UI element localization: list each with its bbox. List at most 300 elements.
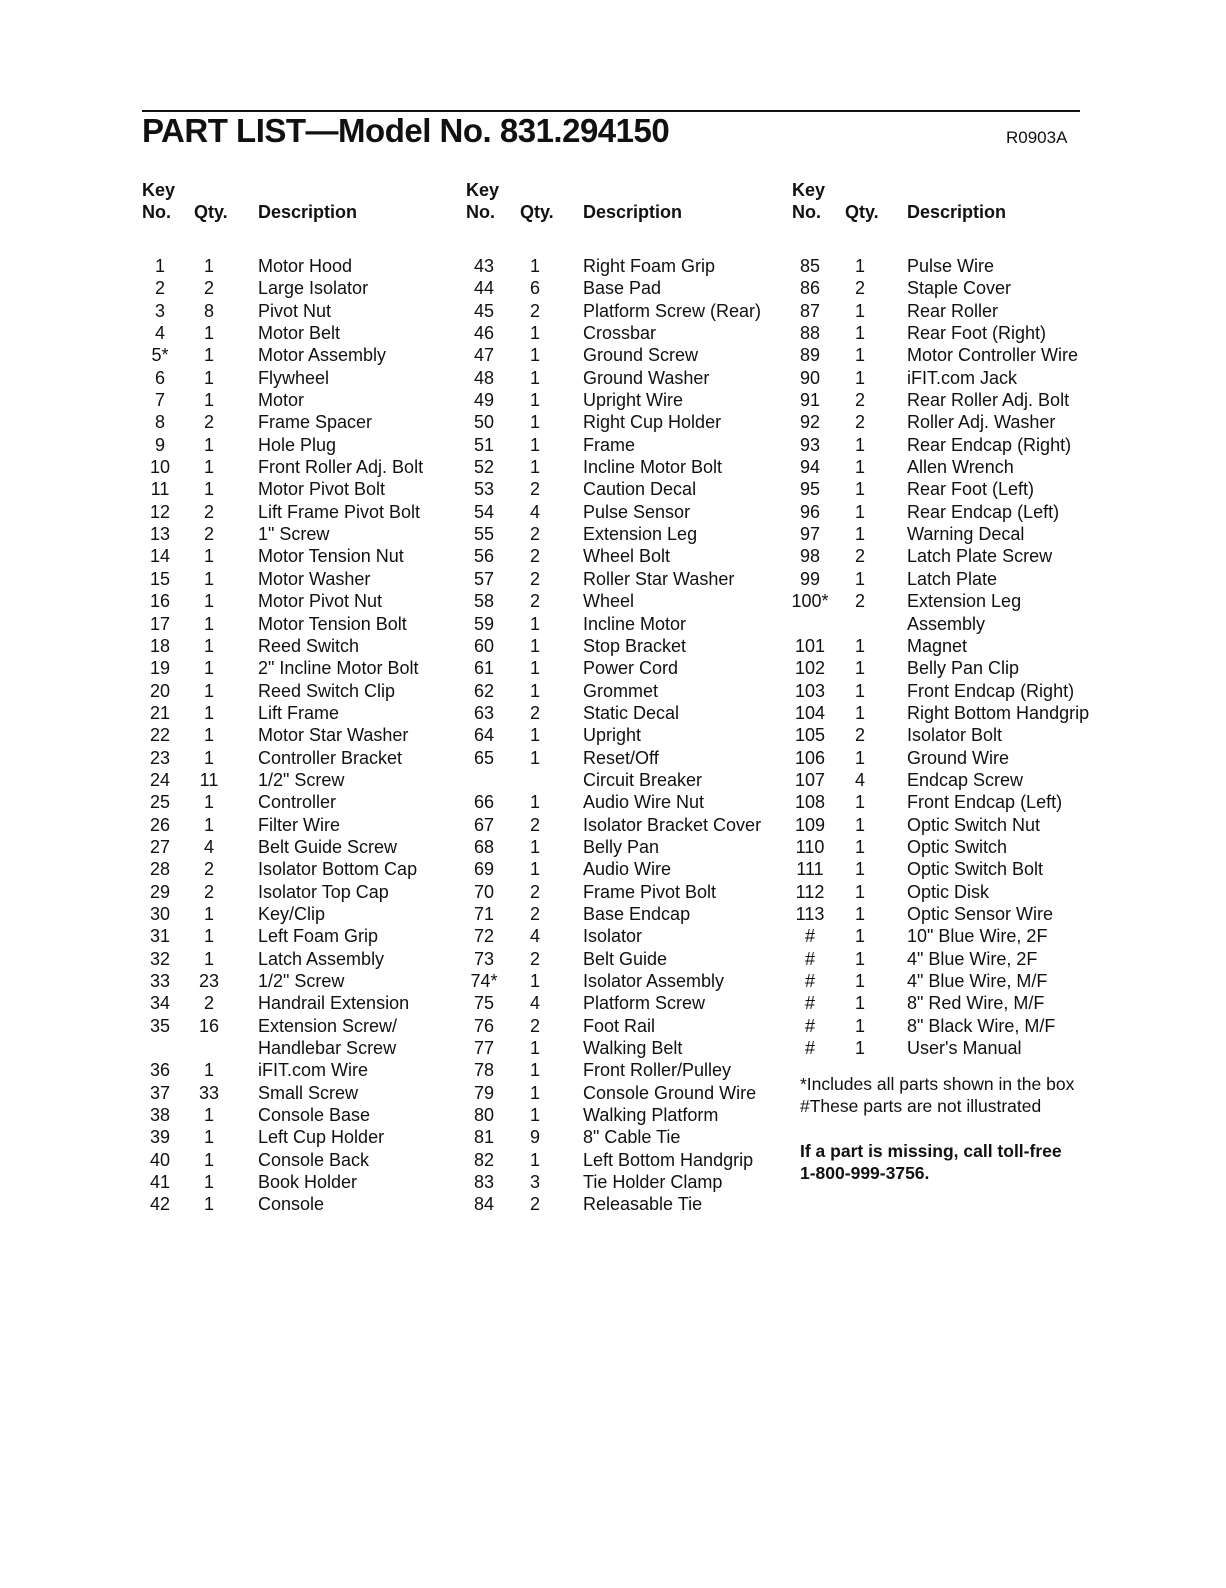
part-description: Console (258, 1194, 325, 1215)
part-key-no: 51 (473, 434, 495, 455)
part-key-no: 29 (149, 881, 171, 902)
part-qty: 6 (529, 278, 540, 299)
part-qty: 1 (203, 323, 214, 344)
part-key-no: 92 (799, 412, 821, 433)
part-key-no: 32 (149, 948, 171, 969)
part-qty: 1 (203, 635, 214, 656)
part-qty: 1 (203, 1127, 214, 1148)
part-qty: 1 (529, 412, 540, 433)
header-no: No. (792, 202, 821, 222)
part-qty: 4 (529, 993, 540, 1014)
part-description: Small Screw (258, 1082, 359, 1103)
part-description: Reed Switch (258, 635, 360, 656)
part-key-no: 11 (150, 479, 170, 500)
part-description: 1" Screw (258, 524, 330, 545)
part-qty: 1 (203, 1105, 214, 1126)
page-title: PART LIST—Model No. 831.294150 (142, 112, 670, 149)
part-key-no: 27 (149, 836, 171, 857)
part-description: 2" Incline Motor Bolt (258, 658, 419, 679)
part-key-no: 73 (473, 948, 495, 969)
part-key-no: # (804, 1015, 815, 1036)
part-qty: 2 (203, 524, 214, 545)
part-qty: 1 (854, 457, 865, 478)
part-description: User's Manual (907, 1038, 1022, 1059)
part-key-no: 1 (154, 256, 165, 276)
part-key-no: 9 (154, 434, 165, 455)
part-key-no: 58 (473, 591, 495, 612)
part-key-no: 23 (149, 747, 171, 768)
part-description: Left Foam Grip (258, 926, 379, 947)
part-key-no: 66 (473, 792, 495, 813)
part-description: Rear Endcap (Left) (907, 501, 1060, 522)
part-key-no: 72 (473, 926, 495, 947)
part-key-no: # (804, 993, 815, 1014)
part-key-no: 99 (799, 568, 821, 589)
part-qty: 2 (529, 702, 540, 723)
part-qty: 2 (529, 814, 540, 835)
note-missing-line1: If a part is missing, call toll-free (800, 1140, 1062, 1161)
part-qty: 1 (854, 345, 865, 366)
part-description: 8" Black Wire, M/F (907, 1015, 1056, 1036)
part-description: Reset/Off (583, 747, 659, 768)
part-description: Ground Wire (907, 747, 1010, 768)
part-key-no: 49 (473, 390, 495, 411)
part-qty: 11 (199, 769, 219, 790)
part-qty: 2 (203, 501, 214, 522)
part-qty: 8 (203, 300, 214, 321)
part-key-no: 12 (149, 501, 171, 522)
part-key-no: 59 (473, 613, 495, 634)
part-description: Platform Screw (Rear) (583, 300, 762, 321)
part-qty: 1 (529, 658, 540, 679)
part-qty: 1 (529, 390, 540, 411)
part-qty: 1 (854, 524, 865, 545)
part-description: Front Endcap (Left) (907, 792, 1063, 813)
part-qty: 3 (529, 1172, 540, 1193)
part-description: Pulse Wire (907, 256, 995, 276)
part-description: Key/Clip (258, 903, 326, 924)
part-qty: 1 (854, 256, 865, 276)
part-qty: 1 (203, 591, 214, 612)
part-qty: 4 (203, 836, 214, 857)
part-qty: 1 (529, 345, 540, 366)
part-qty: 1 (529, 680, 540, 701)
header-qty: Qty. (520, 202, 554, 222)
part-qty: 1 (529, 457, 540, 478)
part-description: Wheel Bolt (583, 546, 671, 567)
part-qty: 1 (529, 1105, 540, 1126)
part-description: 8" Cable Tie (583, 1127, 681, 1148)
part-key-no: 40 (149, 1149, 171, 1170)
part-description: Foot Rail (583, 1015, 656, 1036)
part-key-no: 34 (149, 993, 171, 1014)
part-key-no: 21 (149, 702, 171, 723)
part-key-no: 48 (473, 367, 495, 388)
part-description: Caution Decal (583, 479, 697, 500)
part-key-no: 22 (149, 725, 171, 746)
part-qty: 2 (529, 524, 540, 545)
header-description: Description (907, 202, 1007, 222)
part-key-no: 45 (473, 300, 495, 321)
part-key-no: # (804, 971, 815, 991)
part-qty: 1 (203, 479, 214, 500)
part-qty: 1 (854, 836, 865, 857)
part-qty: 1 (203, 367, 214, 388)
part-qty: 1 (203, 1172, 214, 1193)
part-key-no: 30 (149, 903, 171, 924)
part-description: Isolator Assembly (583, 971, 725, 991)
part-key-no: 95 (799, 479, 821, 500)
part-qty: 1 (203, 1060, 214, 1081)
part-key-no: 64 (473, 725, 495, 746)
part-description: Isolator Top Cap (258, 881, 389, 902)
part-description: Motor Tension Bolt (258, 613, 407, 634)
part-qty: 1 (854, 926, 865, 947)
part-qty: 2 (203, 859, 214, 880)
part-key-no: 39 (149, 1127, 171, 1148)
part-description: Upright Wire (583, 390, 684, 411)
part-description: Frame (583, 434, 636, 455)
part-description: Circuit Breaker (583, 769, 703, 790)
part-key-no: 17 (149, 613, 171, 634)
part-description: Book Holder (258, 1172, 358, 1193)
part-key-no: 104 (794, 702, 826, 723)
part-description: 4" Blue Wire, M/F (907, 971, 1048, 991)
part-key-no: 101 (794, 635, 826, 656)
part-key-no: 2 (154, 278, 165, 299)
part-qty: 1 (203, 792, 214, 813)
part-description: Controller (258, 792, 337, 813)
part-qty: 1 (203, 457, 214, 478)
part-qty: 2 (854, 390, 865, 411)
part-qty: 1 (203, 568, 214, 589)
part-description: Ground Screw (583, 345, 699, 366)
part-description: Isolator (583, 926, 643, 947)
part-qty: 1 (203, 725, 214, 746)
part-description: Incline Motor Bolt (583, 457, 723, 478)
part-qty: 2 (529, 1015, 540, 1036)
part-qty: 1 (854, 993, 865, 1014)
part-description: Flywheel (258, 367, 330, 388)
part-qty: 1 (203, 702, 214, 723)
part-qty: 1 (854, 859, 865, 880)
part-key-no: 76 (473, 1015, 495, 1036)
part-description: Pivot Nut (258, 300, 332, 321)
part-description: Power Cord (583, 658, 679, 679)
part-description: Lift Frame Pivot Bolt (258, 501, 421, 522)
part-qty: 1 (529, 836, 540, 857)
part-description: Upright (583, 725, 642, 746)
part-description: Releasable Tie (583, 1194, 703, 1215)
part-qty: 1 (529, 1060, 540, 1081)
part-qty: 1 (854, 1015, 865, 1036)
part-description: Optic Switch Nut (907, 814, 1041, 835)
part-key-no: 37 (149, 1082, 171, 1103)
part-description: Isolator Bolt (907, 725, 1003, 746)
part-qty: 1 (854, 367, 865, 388)
part-qty: 2 (203, 278, 214, 299)
part-description: Right Foam Grip (583, 256, 716, 276)
part-key-no: 53 (473, 479, 495, 500)
part-qty: 1 (203, 814, 214, 835)
part-qty: 1 (203, 926, 214, 947)
part-key-no: 102 (794, 658, 826, 679)
part-description: Staple Cover (907, 278, 1012, 299)
part-key-no: 16 (149, 591, 171, 612)
part-key-no: # (804, 948, 815, 969)
part-description: Console Back (258, 1149, 370, 1170)
part-qty: 1 (529, 256, 540, 276)
part-key-no: 81 (473, 1127, 495, 1148)
part-qty: 2 (529, 479, 540, 500)
part-qty: 1 (203, 434, 214, 455)
note-not-illustrated: #These parts are not illustrated (800, 1096, 1042, 1117)
part-key-no: 3 (154, 300, 165, 321)
note-phone: 1-800-999-3756. (800, 1162, 930, 1183)
part-key-no: 71 (473, 903, 495, 924)
part-qty: 1 (854, 1038, 865, 1059)
part-qty: 1 (854, 434, 865, 455)
part-description: iFIT.com Wire (258, 1060, 368, 1081)
part-key-no: 67 (473, 814, 495, 835)
part-description: Optic Sensor Wire (907, 903, 1054, 924)
part-key-no: 50 (473, 412, 495, 433)
part-key-no: 78 (473, 1060, 495, 1081)
part-description: Warning Decal (907, 524, 1025, 545)
header-key: Key (792, 180, 826, 200)
part-key-no: 57 (473, 568, 495, 589)
part-key-no: 69 (473, 859, 495, 880)
part-description: Optic Switch Bolt (907, 859, 1044, 880)
part-description: Roller Adj. Washer (907, 412, 1056, 433)
part-qty: 2 (529, 568, 540, 589)
part-key-no: 109 (794, 814, 826, 835)
part-description: Optic Switch (907, 836, 1008, 857)
part-qty: 1 (854, 501, 865, 522)
part-description: iFIT.com Jack (907, 367, 1018, 388)
part-key-no: 62 (473, 680, 495, 701)
part-description: Lift Frame (258, 702, 340, 723)
part-qty: 1 (203, 345, 214, 366)
part-key-no: 65 (473, 747, 495, 768)
part-qty: 1 (854, 702, 865, 723)
part-key-no: 105 (794, 725, 826, 746)
part-qty: 2 (854, 591, 865, 612)
part-qty: 2 (203, 412, 214, 433)
part-key-no: 87 (799, 300, 821, 321)
part-description: Left Cup Holder (258, 1127, 385, 1148)
part-description: Console Ground Wire (583, 1082, 757, 1103)
part-description: Front Endcap (Right) (907, 680, 1075, 701)
part-description: Belly Pan Clip (907, 658, 1020, 679)
part-description: 1/2" Screw (258, 769, 345, 790)
part-key-no: 56 (473, 546, 495, 567)
part-key-no: 86 (799, 278, 821, 299)
part-qty: 4 (529, 501, 540, 522)
part-description: Motor Washer (258, 568, 371, 589)
part-qty: 1 (854, 479, 865, 500)
part-description: Isolator Bottom Cap (258, 859, 418, 880)
part-description: Motor Hood (258, 256, 353, 276)
part-qty: 1 (203, 948, 214, 969)
part-description: Motor Pivot Bolt (258, 479, 386, 500)
part-key-no: 8 (154, 412, 165, 433)
part-key-no: 83 (473, 1172, 495, 1193)
part-qty: 1 (529, 971, 540, 991)
part-key-no: 74* (470, 971, 498, 991)
part-qty: 2 (854, 278, 865, 299)
part-key-no: 94 (799, 457, 821, 478)
part-description: Base Endcap (583, 903, 691, 924)
part-qty: 2 (203, 993, 214, 1014)
part-description: Frame Spacer (258, 412, 373, 433)
part-description: Frame Pivot Bolt (583, 881, 717, 902)
part-qty: 2 (529, 881, 540, 902)
header-qty: Qty. (194, 202, 228, 222)
part-key-no: 41 (149, 1172, 171, 1193)
part-description: Roller Star Washer (583, 568, 735, 589)
part-qty: 1 (203, 390, 214, 411)
part-key-no: 97 (799, 524, 821, 545)
part-description: Right Cup Holder (583, 412, 722, 433)
part-key-no: 10 (149, 457, 171, 478)
part-description: Walking Platform (583, 1105, 719, 1126)
part-description: Handlebar Screw (258, 1038, 397, 1059)
part-description: Wheel (583, 591, 635, 612)
part-key-no: 85 (799, 256, 821, 276)
part-description: Motor Star Washer (258, 725, 409, 746)
part-description: Latch Assembly (258, 948, 385, 969)
part-description: Front Roller/Pulley (583, 1060, 732, 1081)
part-key-no: 33 (149, 971, 171, 991)
part-key-no: 100* (791, 591, 829, 612)
part-qty: 4 (854, 769, 865, 790)
part-description: Motor Tension Nut (258, 546, 404, 567)
part-key-no: 14 (149, 546, 171, 567)
part-qty: 1 (529, 747, 540, 768)
part-key-no: 89 (799, 345, 821, 366)
part-qty: 1 (203, 658, 214, 679)
part-qty: 1 (854, 948, 865, 969)
part-key-no: # (804, 1038, 815, 1059)
part-key-no: 28 (149, 859, 171, 880)
part-key-no: 26 (149, 814, 171, 835)
note-includes: *Includes all parts shown in the box (800, 1074, 1075, 1094)
part-qty: 1 (529, 434, 540, 455)
part-description: Incline Motor (583, 613, 687, 634)
part-description: Belt Guide Screw (258, 836, 398, 857)
part-key-no: 15 (149, 568, 171, 589)
part-key-no: 68 (473, 836, 495, 857)
part-key-no: 35 (149, 1015, 171, 1036)
part-qty: 16 (198, 1015, 220, 1036)
part-description: Motor (258, 390, 305, 411)
part-description: Right Bottom Handgrip (907, 702, 1090, 723)
part-qty: 1 (854, 568, 865, 589)
part-description: Extension Leg (583, 524, 698, 545)
part-description: Base Pad (583, 278, 662, 299)
part-key-no: 6 (154, 367, 165, 388)
part-description: Grommet (583, 680, 659, 701)
part-description: Extension Screw/ (258, 1015, 398, 1036)
part-key-no: 24 (149, 769, 171, 790)
part-key-no: 70 (473, 881, 495, 902)
part-qty: 1 (529, 635, 540, 656)
part-key-no: 20 (149, 680, 171, 701)
header-key: Key (466, 180, 500, 200)
part-qty: 2 (529, 591, 540, 612)
part-qty: 1 (854, 792, 865, 813)
part-description: Motor Assembly (258, 345, 387, 366)
part-key-no: # (804, 926, 815, 947)
part-qty: 1 (529, 859, 540, 880)
part-description: Motor Controller Wire (907, 345, 1079, 366)
part-description: Latch Plate Screw (907, 546, 1053, 567)
part-key-no: 36 (149, 1060, 171, 1081)
part-description: Handrail Extension (258, 993, 410, 1014)
part-qty: 1 (854, 300, 865, 321)
part-qty: 1 (854, 881, 865, 902)
part-qty: 1 (854, 323, 865, 344)
part-description: Static Decal (583, 702, 680, 723)
part-key-no: 31 (149, 926, 171, 947)
part-key-no: 110 (795, 836, 825, 857)
part-description: Hole Plug (258, 434, 337, 455)
part-key-no: 63 (473, 702, 495, 723)
part-qty: 23 (198, 971, 220, 991)
part-description: Audio Wire Nut (583, 792, 705, 813)
part-qty: 4 (529, 926, 540, 947)
part-qty: 1 (203, 747, 214, 768)
part-key-no: 112 (795, 881, 825, 902)
part-qty: 1 (203, 256, 214, 276)
part-description: Console Base (258, 1105, 371, 1126)
part-qty: 2 (854, 546, 865, 567)
part-qty: 2 (854, 412, 865, 433)
part-key-no: 60 (473, 635, 495, 656)
part-qty: 2 (203, 881, 214, 902)
part-key-no: 111 (796, 859, 824, 880)
part-description: Rear Roller Adj. Bolt (907, 390, 1070, 411)
part-qty: 1 (854, 680, 865, 701)
part-qty: 2 (529, 1194, 540, 1215)
document-code: R0903A (1006, 128, 1068, 147)
header-qty: Qty. (845, 202, 879, 222)
part-qty: 1 (203, 1149, 214, 1170)
part-qty: 1 (203, 613, 214, 634)
part-qty: 1 (529, 613, 540, 634)
part-key-no: 19 (149, 658, 171, 679)
part-key-no: 7 (154, 390, 165, 411)
part-description: Ground Washer (583, 367, 710, 388)
part-description: Pulse Sensor (583, 501, 691, 522)
part-qty: 1 (529, 1038, 540, 1059)
part-key-no: 13 (149, 524, 171, 545)
part-key-no: 46 (473, 323, 495, 344)
part-description: Crossbar (583, 323, 657, 344)
header-no: No. (142, 202, 171, 222)
part-qty: 2 (529, 903, 540, 924)
part-key-no: 43 (473, 256, 495, 276)
part-key-no: 77 (473, 1038, 495, 1059)
part-description: Assembly (907, 613, 986, 634)
part-description: Rear Foot (Right) (907, 323, 1047, 344)
part-description: Belt Guide (583, 948, 668, 969)
part-key-no: 61 (473, 658, 495, 679)
part-qty: 2 (854, 725, 865, 746)
part-key-no: 82 (473, 1149, 495, 1170)
part-description: Latch Plate (907, 568, 998, 589)
